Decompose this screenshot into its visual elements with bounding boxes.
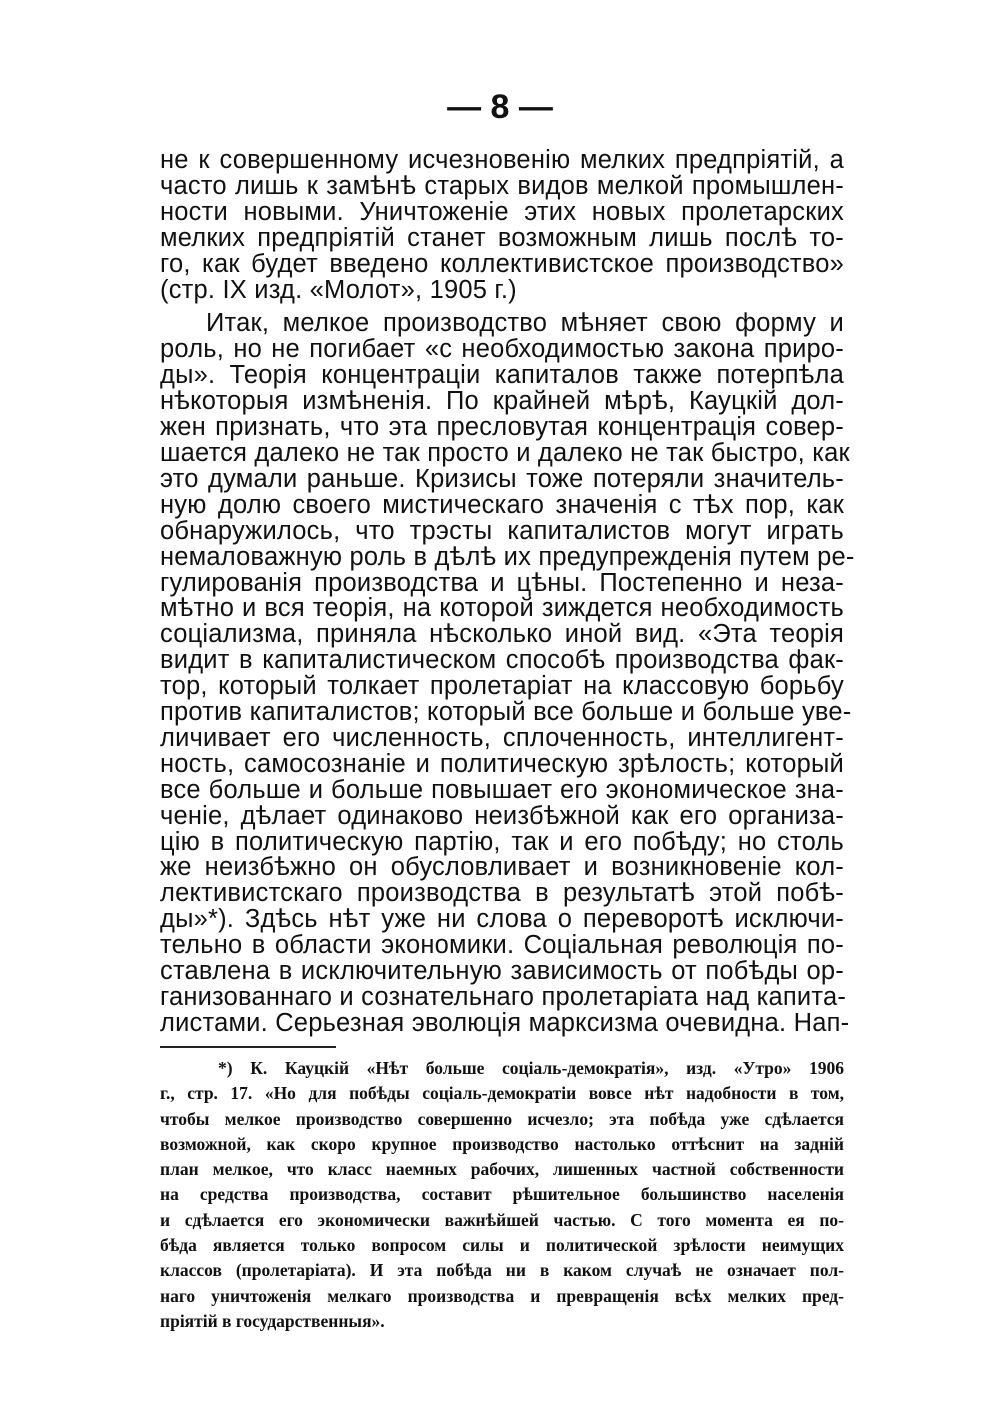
footnote-line: чтобы мелкое производство совершенно исчезло; эта побѣда уже сдѣлается: [160, 1108, 844, 1129]
text-line: ды». Теорія концентраціи капиталов также потерпѣла: [160, 361, 844, 390]
text-line: личивает его численность, сплоченность, интеллигент-: [160, 723, 844, 752]
text-line: ченіе, дѣлает одинаково неизбѣжной как его организа-: [160, 801, 844, 830]
footnote-line: и сдѣлается его экономически важнѣйшей частью. С того момента ея по-: [160, 1209, 844, 1230]
text-line: тор, который толкает пролетаріат на классовую борьбу: [160, 672, 844, 701]
footnote: [160, 1056, 844, 1334]
footnote-line: *) К. Кауцкій «Нѣт больше соціаль-демократія», изд. «Утро» 1906: [218, 1058, 844, 1078]
text-line: цію в политическую партію, так и его побѣду; но столь: [160, 827, 844, 856]
text-line: тельно в области экономики. Соціальная революція по-: [160, 931, 844, 960]
main-text: [160, 146, 855, 1037]
footnote-line: классов (пролетаріата). И эта побѣда ни в каком случаѣ не означает пол-: [160, 1260, 844, 1281]
text-line: (стр. IX изд. «Молот», 1905 г.): [160, 275, 517, 304]
footnote-line: наго уничтоженія мелкаго производства и превращенія всѣх мелких пред-: [160, 1285, 844, 1306]
text-line: против капиталистов; который все больше и больше уве-: [160, 698, 852, 727]
page-number: — 8 —: [447, 88, 553, 126]
text-line: ставлена в исключительную зависимость от побѣды ор-: [160, 957, 844, 986]
text-line: листами. Серьезная эволюція марксизма очевидна. Нап-: [160, 1008, 850, 1037]
text-line: соціализма, приняла нѣсколько иной вид. «Эта теорія: [160, 620, 844, 649]
text-line: Итак, мелкое производство мѣняет свою форму и: [206, 309, 844, 338]
text-line: все больше и больше повышает его экономическое зна-: [160, 775, 844, 804]
text-line: ганизованнаго и сознательнаго пролетаріата над капита-: [160, 983, 847, 1011]
text-line: ды»*). Здѣсь нѣт уже ни слова о переворотѣ исключи-: [160, 905, 844, 934]
footnote-line: бѣда является только вопросом силы и политической зрѣлости неимущих: [160, 1235, 844, 1256]
footnote-line: возможной, как скоро крупное производство настолько оттѣснит на задній: [160, 1133, 844, 1154]
paragraph-continuation: [160, 148, 844, 303]
text-line: ную долю своего мистическаго значенія с тѣх пор, как: [160, 490, 844, 519]
text-line: обнаружилось, что трэсты капиталистов могут играть: [160, 516, 844, 545]
text-line: роль, но не погибает «с необходимостью закона приро-: [160, 335, 844, 364]
text-line: же неизбѣжно он обусловливает и возникновеніе кол-: [160, 853, 844, 882]
footnote-line: на средства производства, составит рѣшительное большинство населенія: [160, 1184, 844, 1205]
footnote-line: г., стр. 17. «Но для побѣды соціаль-демократіи вовсе нѣт надобности в том,: [160, 1083, 844, 1104]
footnote-line: план мелкое, что класс наемных рабочих, лишенных частной собственности: [160, 1159, 844, 1180]
text-line: шается далеко не так просто и далеко не так быстро, как: [160, 438, 850, 467]
text-line: лективистскаго производства в результатѣ этой побѣ-: [160, 879, 844, 908]
text-line: мѣтно и вся теорія, на которой зиждется необходимость: [160, 594, 844, 623]
text-line: ность, самосознаніе и политическую зрѣлость; который: [160, 749, 844, 778]
footnote-line: пріятій в государственныя».: [160, 1310, 385, 1331]
text-line: мелких предпріятій станет возможным лишь послѣ то-: [160, 223, 844, 252]
text-line: видит в капиталистическом способѣ производства фак-: [160, 646, 844, 675]
text-line: ности новыми. Уничтоженіе этих новых пролетарских: [160, 197, 844, 226]
text-line: гулированія производства и цѣны. Постепенно и неза-: [160, 568, 844, 597]
text-line: это думали раньше. Кризисы тоже потеряли значитель-: [160, 464, 844, 493]
text-line: не к совершенному исчезновенію мелких предпріятій, а: [160, 146, 844, 174]
footnote-divider: [160, 1046, 336, 1048]
text-line: го, как будет введено коллективистское производство»: [160, 249, 844, 278]
text-line: жен признать, что эта пресловутая концентрація совер-: [160, 413, 844, 442]
paragraph-main: [160, 309, 855, 1037]
text-line: часто лишь к замѣнѣ старых видов мелкой промышлен-: [160, 171, 844, 200]
text-line: нѣкоторыя измѣненія. По крайней мѣрѣ, Кауцкій дол-: [160, 387, 844, 416]
text-line: немаловажную роль в дѣлѣ их предупрежденія путем ре-: [160, 542, 855, 571]
